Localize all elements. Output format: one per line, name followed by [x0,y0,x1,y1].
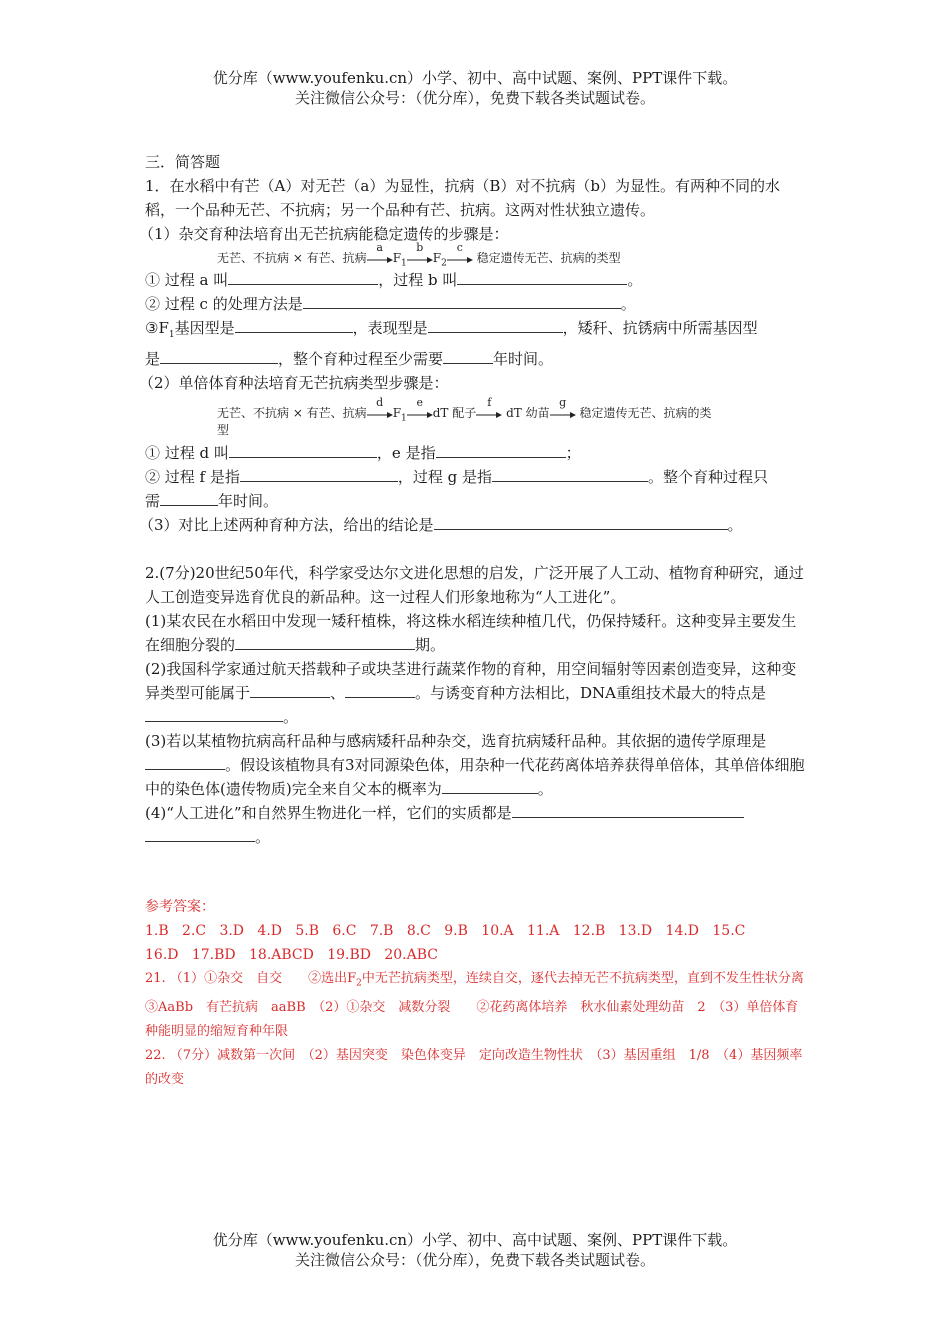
q1-line-process-d: ① 过程 d 叫 ，e 是指 ； [145,441,807,465]
answer-21: 21. （1）①杂交 自交 ②选出$F_2$中无芒抗病类型，连续自交，逐代去掉无芒不抗病类型，直到不发生性状分离 ③AaBb 有芒抗病 aaBB （2）①杂交 减数分裂 ②花药离体培养 秋水仙素处理幼苗 2 （3）单倍体育种能明显的缩短育种年限 [145,971,830,1039]
q1-line-conclusion: （3）对比上述两种育种方法，给出的结论是 。 [139,513,807,537]
blank-genetic-principle[interactable] [145,753,225,770]
arrow-b [407,240,433,267]
q1-hybrid-breeding-diagram [217,240,807,269]
blank-e-refers[interactable] [436,441,566,458]
blank-essence-1[interactable] [512,801,744,818]
q1-line-f1-genotype: $③F_1$基因型是 ，表现型是 ，矮秆、抗锈病中所需基因型 [145,316,807,347]
arrow-g-label: g [559,395,567,409]
blank-needed-genotype[interactable] [160,347,278,364]
diag1-start: 无芒、不抗病 × 有芒、抗病 [217,251,367,265]
q1-line-process-ab: ① 过程 a 叫 ，过程 b 叫 。 [145,268,807,292]
question-section [139,150,807,849]
diag1-end: 稳定遗传无芒、抗病的类型 [476,251,621,265]
q1-part1-title: （1）杂交育种法培育出无芒抗病能稳定遗传的步骤是： [139,225,509,243]
blank-process-f[interactable] [240,465,398,482]
blank-variation-type-1[interactable] [250,681,330,698]
blank-probability[interactable] [442,777,538,794]
footer-line-1: 优分库（www.youfenku.cn）小学、初中、高中试题、案例、PPT课件下载。 [212,1231,738,1249]
answers-mc-row-2: 16.D 17.BD 18.ABCD 19.BD 20.ABC [145,947,438,963]
blank-conclusion[interactable] [434,513,728,530]
blank-process-a[interactable] [228,268,378,285]
blank-essence-2[interactable] [145,825,255,842]
diag2-start: 无芒、不抗病 × 有芒、抗病 [217,406,367,420]
blank-process-d[interactable] [229,441,377,458]
q1-part2-title: （2）单倍体育种法培育无芒抗病类型步骤是： [139,374,449,392]
arrow-f [476,395,502,422]
diag1-f2: $F_2$ [432,251,447,269]
section-title: 三．简答题 [145,153,221,171]
q2-part3: (3)若以某植物抗病高秆品种与感病矮秆品种杂交，选育抗病矮秆品种。其依据的遗传学原理是。假设该植物具有3对同源染色体，用杂种一代花药离体培养获得单倍体，其单倍体细胞中的染色体(遗传物质)完全来自父本的概率为 。 [145,732,805,798]
answers-mc-row-1: 1.B 2.C 3.D 4.D 5.B 6.C 7.B 8.C 9.B 10.A 11.A 12.B 13.D 14.D 15.C [145,923,746,939]
blank-process-c[interactable] [303,292,621,309]
diag2-gamete: dT 配子 [432,406,477,420]
blank-years-2[interactable] [160,489,218,506]
blank-years-1[interactable] [443,347,493,364]
arrow-d [367,395,393,422]
arrow-c [447,240,473,267]
diag2-seedling: dT 幼苗 [506,406,550,420]
arrow-d-label: d [376,395,384,409]
footer-line-2: 关注微信公众号：（优分库），免费下载各类试题试卷。 [294,1251,655,1269]
arrow-b-label: b [416,240,424,254]
q1-stem: 1．在水稻中有芒（A）对无芒（a）为显性，抗病（B）对不抗病（b）为显性。有两种不同的水稻，一个品种无芒、不抗病；另一个品种有芒、抗病。这两对性状独立遗传。 [145,177,780,219]
page-header [0,68,950,108]
arrow-e-label: e [416,395,423,409]
q2-part4: (4)“人工进化”和自然界生物进化一样，它们的实质都是 。 [145,801,807,849]
q1-line-years-2: 需 年时间。 [145,489,807,513]
q2-stem: 2.(7分)20世纪50年代，科学家受达尔文进化思想的启发，广泛开展了人工动、植物育种研究，通过人工创造变异选育优良的新品种。这一过程人们形象地称为“人工进化”。 [145,564,804,606]
q1-line-needed-genotype: 是 ，整个育种过程至少需要 年时间。 [145,347,807,371]
blank-f1-genotype[interactable] [235,316,353,333]
q1-line-process-c: ② 过程 c 的处理方法是 。 [145,292,807,316]
blank-variation-type-2[interactable] [345,681,415,698]
header-line-2: 关注微信公众号：（优分库），免费下载各类试题试卷。 [294,89,655,107]
blank-dna-feature[interactable] [145,705,283,722]
q2-part2: (2)我国科学家通过航天搭载种子或块茎进行蔬菜作物的育种，用空间辐射等因素创造变异，这种变异类型可能属于 、 。与诱变育种方法相比，DNA重组技术最大的特点是。 [145,660,797,726]
blank-process-g[interactable] [492,465,648,482]
q2-part1: (1)某农民在水稻田中发现一矮秆植株，将这株水稻连续种植几代，仍保持矮秆。这种变异主要发生在细胞分裂的 期。 [145,612,797,654]
blank-division-phase[interactable] [235,633,415,650]
blank-process-b[interactable] [457,268,627,285]
header-line-1: 优分库（www.youfenku.cn）小学、初中、高中试题、案例、PPT课件下载。 [212,69,738,87]
answer-22: 22. （7分）减数第一次间 （2）基因突变 染色体变异 定向改造生物性状 （3）基因重组 1/8 （4）基因频率的改变 [145,1047,803,1087]
arrow-a [367,240,393,267]
diag1-f1: $F_1$ [392,251,407,269]
arrow-g [550,395,576,422]
arrow-c-label: c [456,240,463,254]
blank-f1-phenotype[interactable] [428,316,563,333]
answers-title: 参考答案： [145,899,215,915]
diag2-end: 稳定遗传无芒、抗病的类 [579,406,712,420]
arrow-a-label: a [376,240,383,254]
arrow-e [407,395,433,422]
q1-line-process-fg: ② 过程 f 是指 ，过程 g 是指 。整个育种过程只 [145,465,807,489]
arrow-f-label: f [487,395,492,409]
q1-haploid-breeding-diagram [217,395,807,424]
page-footer [0,1230,950,1270]
diag2-f1: $F_1$ [392,406,407,424]
diag2-wrap-line: 型 [217,423,230,437]
answer-section [145,895,830,1092]
